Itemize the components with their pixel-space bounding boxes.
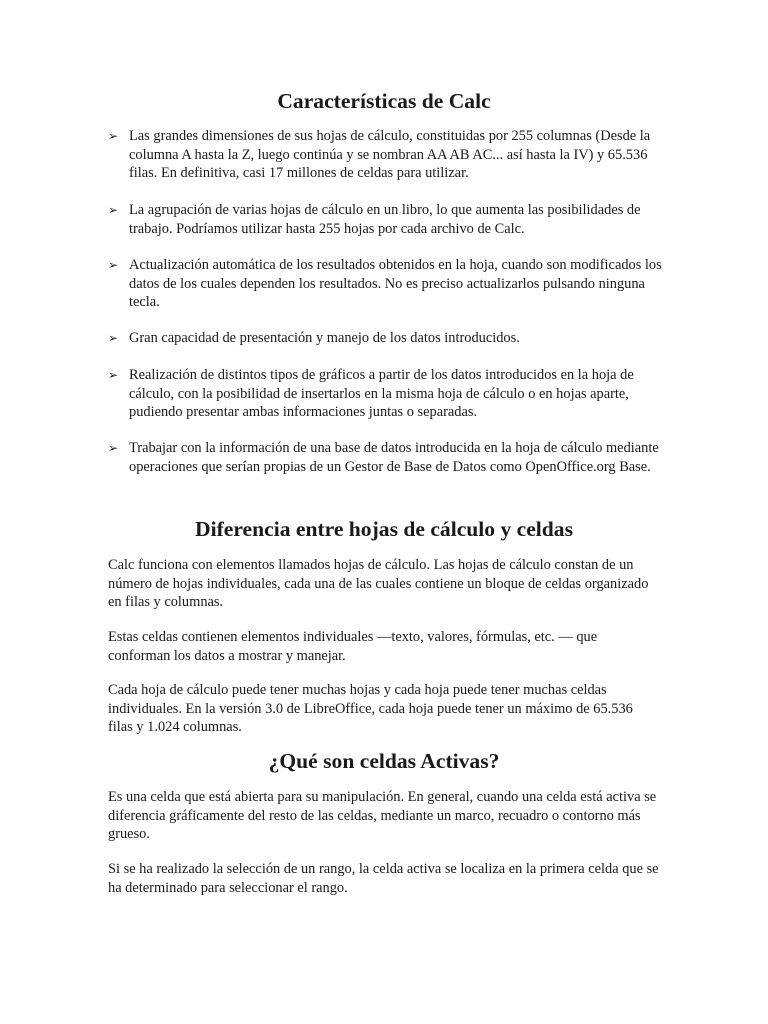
bullet-text: Las grandes dimensiones de sus hojas de cálculo, constituidas por 255 columnas (Desde la columna A hasta la Z, luego continúa y se nombran AA AB AC... así hasta la IV) y 65.536 filas. En definitiva, casi 17 millones de celdas para utilizar. [129, 128, 651, 182]
arrow-bullet-icon: ➢ [108, 368, 119, 382]
heading-celdas-activas: ¿Qué son celdas Activas? [268, 749, 500, 773]
paragraph: Si se ha realizado la selección de un rango, la celda activa se localiza en la primera celda que se ha determinado para seleccionar el rango. [108, 861, 659, 896]
arrow-bullet-icon: ➢ [108, 258, 119, 272]
bullet-item [108, 329, 668, 348]
heading-diferencia: Diferencia entre hojas de cálculo y celdas [195, 517, 573, 541]
bullet-item [108, 439, 668, 476]
paragraph: Estas celdas contienen elementos individuales —texto, valores, fórmulas, etc. — que conforman los datos a mostrar y manejar. [108, 629, 598, 664]
bullet-item [108, 201, 668, 238]
arrow-bullet-icon: ➢ [108, 203, 119, 217]
bullet-text: Actualización automática de los resultados obtenidos en la hoja, cuando son modificados los datos de los cuales dependen los resultados. No es preciso actualizarlos pulsando ninguna tecla. [129, 257, 662, 311]
arrow-bullet-icon: ➢ [108, 441, 119, 455]
bullet-item [108, 256, 668, 312]
paragraph: Cada hoja de cálculo puede tener muchas hojas y cada hoja puede tener muchas celdas individuales. En la versión 3.0 de LibreOffice, cada hoja puede tener un máximo de 65.536 filas y 1.024 columnas. [108, 682, 633, 736]
arrow-bullet-icon: ➢ [108, 331, 119, 345]
bullet-item [108, 127, 668, 183]
bullet-text: Realización de distintos tipos de gráficos a partir de los datos introducidos en la hoja de cálculo, con la posibilidad de insertarlos en la misma hoja de cálculo o en hojas aparte, pudiendo presentar ambas informaciones juntas o separadas. [129, 367, 634, 421]
bullet-text: La agrupación de varias hojas de cálculo en un libro, lo que aumenta las posibilidades de trabajo. Podríamos utilizar hasta 255 hojas por cada archivo de Calc. [129, 202, 641, 237]
paragraph: Es una celda que está abierta para su manipulación. En general, cuando una celda está activa se diferencia gráficamente del resto de las celdas, mediante un marco, recuadro o contorno más grueso. [108, 789, 657, 843]
paragraph: Calc funciona con elementos llamados hojas de cálculo. Las hojas de cálculo constan de un número de hojas individuales, cada una de las cuales contiene un bloque de celdas organizado en filas y columnas. [108, 557, 649, 611]
bullet-text: Gran capacidad de presentación y manejo de los datos introducidos. [129, 330, 520, 346]
bullet-text: Trabajar con la información de una base de datos introducida en la hoja de cálculo mediante operaciones que serían propias de un Gestor de Base de Datos como OpenOffice.org Base. [129, 440, 659, 475]
arrow-bullet-icon: ➢ [108, 129, 119, 143]
bullet-item [108, 366, 668, 422]
heading-caracteristicas: Características de Calc [277, 89, 491, 113]
